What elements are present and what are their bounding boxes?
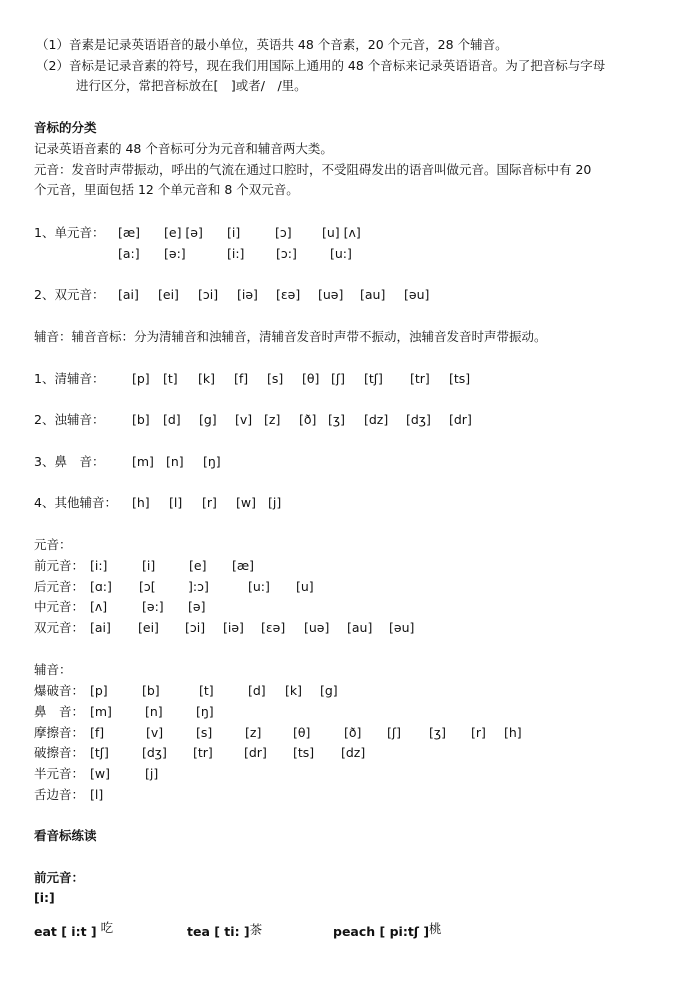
diphthong-label: 2、双元音： [34, 287, 105, 302]
phonetic-symbol: [m] [90, 704, 112, 719]
semivowel-label: 半元音： [34, 766, 85, 781]
phonetic-symbol: [j] [145, 766, 159, 781]
phonetic-symbol: [p] [90, 683, 108, 698]
voiced-label: 2、浊辅音： [34, 412, 105, 427]
phonetic-symbol: [tʃ] [90, 745, 109, 760]
practice-symbol: [i:] [34, 890, 55, 905]
phonetic-symbol: [e] [ə] [164, 225, 203, 240]
intro-item-2-text: 音标是记录音素的符号，现在我们用国际上通用的 48 个音标来记录英语语音。为了把音标与字母 [68, 58, 606, 73]
phonetic-symbol: [ɔ:] [276, 246, 297, 261]
phonetic-symbol: [t] [163, 371, 178, 386]
phonetic-symbol: [n] [166, 454, 184, 469]
nasal-group-label: 鼻 音： [34, 704, 85, 719]
phonetic-symbol: [ɑ:] [90, 579, 112, 594]
phonetic-symbol: [ʒ] [429, 725, 446, 740]
nasal-group-row [0, 703, 696, 721]
practice-word-meaning: 吃 [100, 920, 114, 935]
classification-line-2: 元音：发音时声带振动，呼出的气流在通过口腔时，不受阻碍发出的语音叫做元音。国际音标中有 20 [34, 162, 592, 177]
phonetic-symbol: [l] [90, 787, 104, 802]
diphthong-row [0, 286, 696, 304]
practice-word [34, 920, 114, 941]
phonetic-symbol: [dr] [449, 412, 472, 427]
nasal-label: 3、鼻 音： [34, 454, 105, 469]
voiceless-label: 1、清辅音： [34, 371, 105, 386]
phonetic-symbol: [uə] [318, 287, 344, 302]
mid-vowel-label: 中元音： [34, 599, 85, 614]
phonetic-symbol: [ts] [293, 745, 315, 760]
phonetic-symbol: [əu] [404, 287, 430, 302]
phonetic-symbol: [ə:] [164, 246, 186, 261]
phonetic-symbol: [d] [163, 412, 181, 427]
phonetic-symbol: [ʃ] [387, 725, 401, 740]
phonetic-symbol: [dʒ] [142, 745, 167, 760]
phonetic-symbol: [u] [ʌ] [322, 225, 361, 240]
phonetic-symbol: [ð] [344, 725, 362, 740]
phonetic-symbol: [dz] [341, 745, 366, 760]
phonetic-symbol: [w] [236, 495, 256, 510]
phonetic-symbol: [uə] [304, 620, 330, 635]
practice-heading: 看音标练读 [34, 828, 97, 843]
phonetic-symbol: [ʌ] [90, 599, 108, 614]
phonetic-symbol: [b] [132, 412, 150, 427]
phonetic-symbol: [a:] [118, 246, 140, 261]
lateral-row [0, 786, 696, 804]
practice-word-meaning: 桃 [429, 921, 442, 936]
monophthong-label: 1、单元音： [34, 225, 105, 240]
phonetic-symbol: [au] [360, 287, 386, 302]
phonetic-symbol: [j] [268, 495, 282, 510]
phonetic-symbol: [ai] [90, 620, 111, 635]
phonetic-symbol: [i] [142, 558, 156, 573]
phonetic-symbol: [ai] [118, 287, 139, 302]
phonetic-symbol: [h] [132, 495, 150, 510]
diphthong-group-label: 双元音： [34, 620, 85, 635]
phonetic-symbol: [f] [90, 725, 105, 740]
phonetic-symbol: [g] [199, 412, 217, 427]
phonetic-symbol: [tr] [193, 745, 213, 760]
phonetic-symbol: [ŋ] [203, 454, 221, 469]
phonetic-symbol: [i:] [90, 558, 108, 573]
phonetic-symbol: [z] [245, 725, 262, 740]
semivowel-row [0, 765, 696, 783]
phonetic-symbol: [ɔi] [185, 620, 206, 635]
intro-item-1-text: 音素是记录英语语音的最小单位，英语共 48 个音素，20 个元音，28 个辅音。 [68, 37, 508, 52]
phonetic-symbol: [ʃ] [331, 371, 345, 386]
phonetic-symbol: [ɔ[ [139, 579, 156, 594]
phonetic-symbol: [ʒ] [328, 412, 345, 427]
classification-line-3: 个元音，里面包括 12 个单元音和 8 个双元音。 [34, 182, 299, 197]
phonetic-symbol: ]:ɔ] [188, 579, 209, 594]
plosive-label: 爆破音： [34, 683, 85, 698]
practice-word [333, 923, 442, 941]
monophthong-row-1 [0, 224, 696, 242]
phonetic-symbol: [dʒ] [406, 412, 431, 427]
phonetic-symbol: [v] [146, 725, 164, 740]
phonetic-symbol: [p] [132, 371, 150, 386]
classification-heading: 音标的分类 [34, 120, 97, 135]
phonetic-symbol: [εə] [276, 287, 301, 302]
phonetic-symbol: [n] [145, 704, 163, 719]
classification-line-1: 记录英语音素的 48 个音标可分为元音和辅音两大类。 [34, 141, 333, 156]
phonetic-symbol: [dz] [364, 412, 389, 427]
phonetic-symbol: [εə] [261, 620, 286, 635]
phonetic-symbol: [iə] [223, 620, 244, 635]
phonetic-symbol: [æ] [232, 558, 255, 573]
practice-subheading: 前元音： [34, 870, 85, 885]
phonetic-symbol: [θ] [293, 725, 311, 740]
intro-item-2-number: （2） [36, 58, 69, 73]
phonetic-symbol: [r] [202, 495, 217, 510]
phonetic-symbol: [z] [264, 412, 281, 427]
phonetic-symbol: [æ] [118, 225, 141, 240]
phonetic-symbol: [h] [504, 725, 522, 740]
phonetic-symbol: [s] [196, 725, 213, 740]
practice-word-meaning: 茶 [249, 922, 263, 937]
practice-word-row [0, 921, 696, 941]
phonetic-symbol: [d] [248, 683, 266, 698]
phonetic-symbol: [e] [189, 558, 207, 573]
intro-item-1 [36, 36, 508, 54]
phonetic-symbol: [θ] [302, 371, 320, 386]
voiced-row [0, 411, 696, 429]
intro-item-1-number: （1） [36, 37, 69, 52]
phonetic-symbol: [t] [199, 683, 214, 698]
phonetic-symbol: [b] [142, 683, 160, 698]
back-vowel-label: 后元音： [34, 579, 85, 594]
affricate-label: 破擦音： [34, 745, 85, 760]
phonetic-symbol: [i:] [227, 246, 245, 261]
practice-word-text: eat [ i:t ] [34, 924, 97, 939]
other-consonant-label: 4、其他辅音： [34, 495, 117, 510]
practice-word [187, 923, 262, 941]
phonetic-symbol: [m] [132, 454, 154, 469]
phonetic-symbol: [au] [347, 620, 373, 635]
practice-word-text: peach [ pi:tʃ ] [333, 924, 430, 939]
phonetic-symbol: [əu] [389, 620, 415, 635]
fricative-label: 摩擦音： [34, 725, 85, 740]
phonetic-symbol: [ei] [138, 620, 159, 635]
phonetic-symbol: [tʃ] [364, 371, 383, 386]
phonetic-symbol: [k] [285, 683, 302, 698]
front-vowel-label: 前元音： [34, 558, 85, 573]
intro-item-2 [36, 57, 605, 75]
phonetic-symbol: [tr] [410, 371, 430, 386]
consonant-intro: 辅音：辅音音标：分为清辅音和浊辅音，清辅音发音时声带不振动，浊辅音发音时声带振动。 [34, 329, 547, 344]
phonetic-symbol: [dr] [244, 745, 267, 760]
fricative-row [0, 724, 696, 742]
plosive-row [0, 682, 696, 700]
nasal-row [0, 453, 696, 471]
phonetic-symbol: [ei] [158, 287, 179, 302]
phonetic-symbol: [i] [227, 225, 241, 240]
phonetic-symbol: [ɔi] [198, 287, 219, 302]
phonetic-symbol: [l] [169, 495, 183, 510]
phonetic-symbol: [ŋ] [196, 704, 214, 719]
phonetic-symbol: [w] [90, 766, 110, 781]
phonetic-symbol: [u:] [330, 246, 352, 261]
front-vowel-row [0, 557, 696, 575]
phonetic-symbol: [r] [471, 725, 486, 740]
phonetic-symbol: [u:] [248, 579, 270, 594]
back-vowel-row [0, 578, 696, 596]
phonetic-symbol: [iə] [237, 287, 258, 302]
phonetic-symbol: [ts] [449, 371, 471, 386]
phonetic-symbol: [ə:] [142, 599, 164, 614]
phonetic-symbol: [ð] [299, 412, 317, 427]
phonetic-symbol: [ə] [188, 599, 206, 614]
intro-item-2-continued: 进行区分，常把音标放在[ ]或者/ /里。 [76, 78, 307, 93]
phonetic-symbol: [s] [267, 371, 284, 386]
mid-vowel-row [0, 598, 696, 616]
vowel-groups-title: 元音： [34, 537, 72, 552]
phonetic-symbol: [k] [198, 371, 215, 386]
consonant-groups-title: 辅音： [34, 662, 72, 677]
other-consonant-row [0, 494, 696, 512]
phonetic-symbol: [u] [296, 579, 314, 594]
monophthong-row-2 [0, 245, 696, 263]
phonetic-symbol: [ɔ] [275, 225, 292, 240]
phonetic-symbol: [g] [320, 683, 338, 698]
voiceless-row [0, 370, 696, 388]
phonetic-symbol: [f] [234, 371, 249, 386]
practice-word-text: tea [ ti: ] [187, 924, 250, 939]
diphthong-group-row [0, 619, 696, 637]
phonetic-symbol: [v] [235, 412, 253, 427]
affricate-row [0, 744, 696, 762]
lateral-label: 舌边音： [34, 787, 85, 802]
